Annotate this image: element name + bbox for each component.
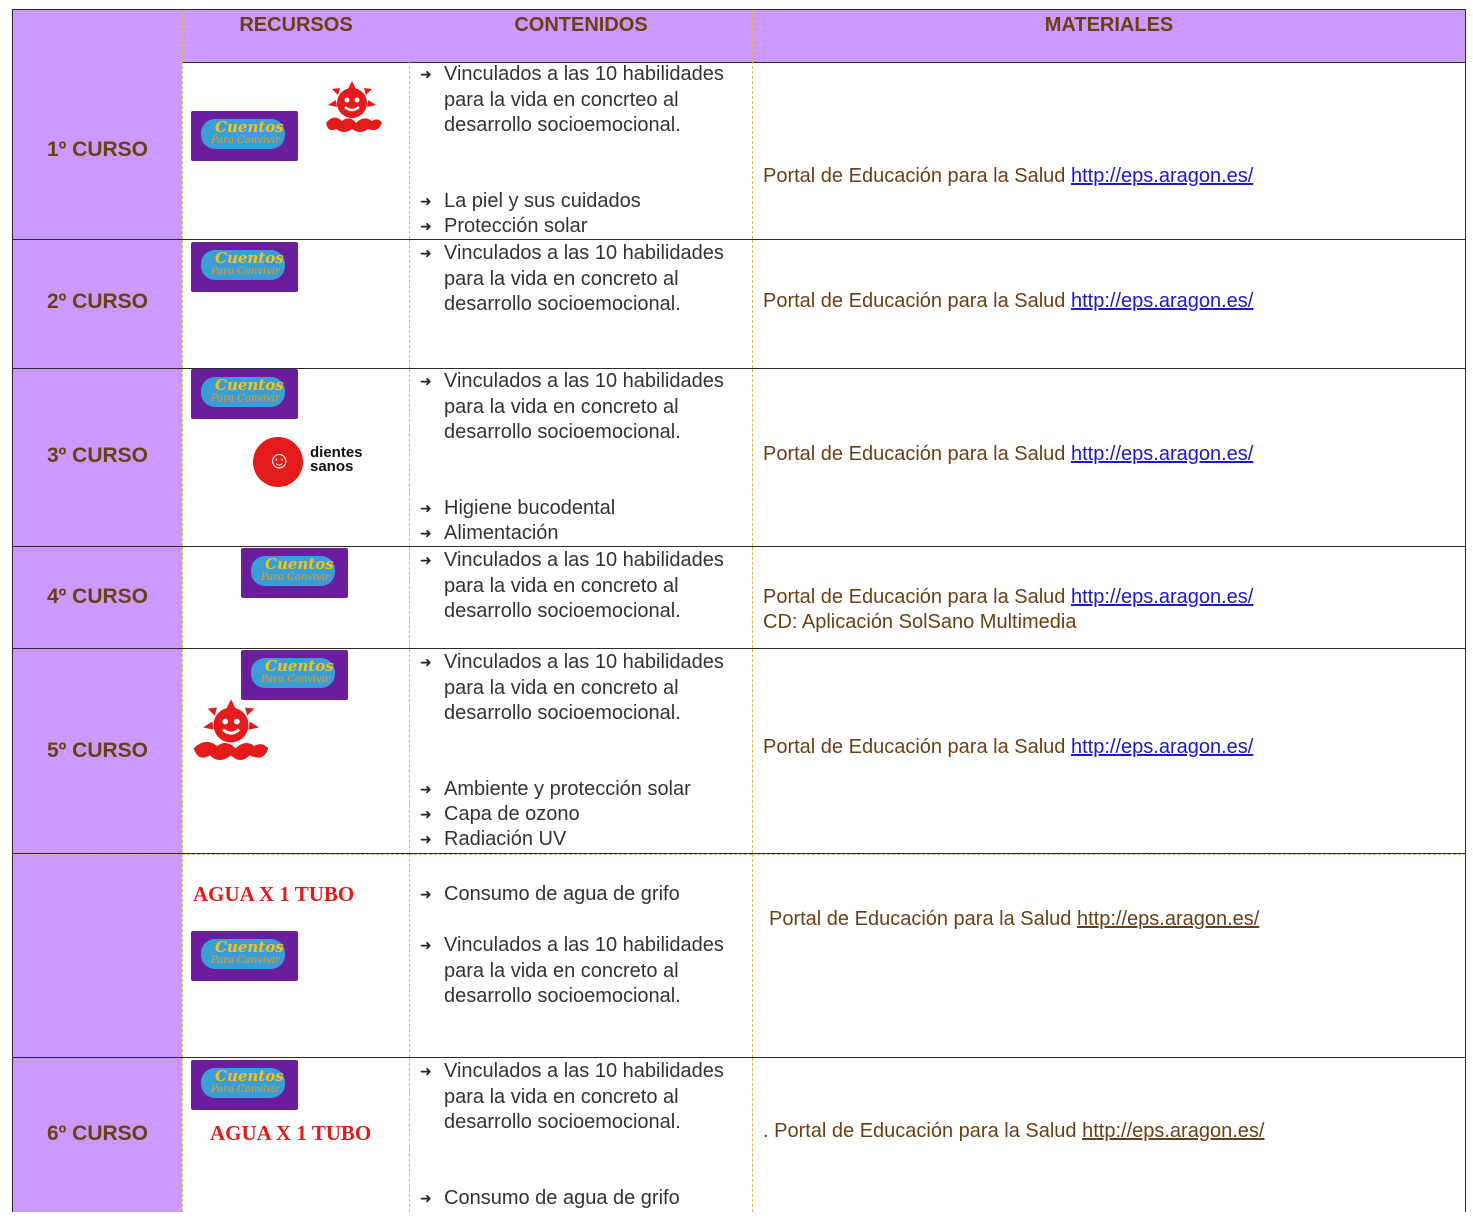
materiales-extra: CD: Aplicación SolSano Multimedia [763,611,1077,633]
table-row-5 [12,649,1466,854]
materiales-text: Portal de Educación para la Salud http://eps.aragon.es/ [763,736,1254,758]
header-recursos: RECURSOS [239,14,353,36]
list-item: ➜ Consumo de agua de grifo [420,1187,680,1209]
curso-label: 2º CURSO [46,290,149,313]
table-row-2 [12,240,1466,369]
header-contenidos: CONTENIDOS [514,14,648,36]
curso-label: 5º CURSO [46,739,149,762]
agua-x1-tubo-label: AGUA X 1 TUBO [210,1121,372,1145]
cuentos-para-convivir-logo: Cuentos Para Convivir [241,548,348,598]
eps-aragon-link[interactable]: http://eps.aragon.es/ [1082,1120,1265,1142]
cuentos-para-convivir-logo: Cuentos Para Convivir [191,1060,298,1110]
recursos-cell [182,240,409,368]
curso-label: 3º CURSO [46,444,149,467]
curriculum-table [12,9,1466,1212]
list-item: ➜ Consumo de agua de grifo [420,883,680,905]
eps-aragon-link[interactable]: http://eps.aragon.es/ [1070,736,1254,758]
materiales-text: . Portal de Educación para la Salud http://eps.aragon.es/ [763,1120,1265,1142]
list-item: ➜ Vinculados a las 10 habilidades para la vida en concreto al desarrollo socioemocional. [420,934,724,1007]
eps-aragon-link[interactable]: http://eps.aragon.es/ [1070,290,1254,312]
cuentos-para-convivir-logo: Cuentos Para Convivir [191,931,298,981]
header-cell-recursos [182,10,409,62]
header-materiales: MATERIALES [1044,14,1174,36]
header-cell-contenidos [409,10,752,62]
list-item: ➜ Protección solar [420,215,588,237]
list-item: ➜ Vinculados a las 10 habilidades para la vida en concreto al desarrollo socioemocional. [420,1060,724,1133]
list-item: ➜ Ambiente y protección solar [420,778,691,800]
table-row-4 [12,547,1466,649]
list-item: ➜ La piel y sus cuidados [420,190,641,212]
recursos-cell [182,61,409,239]
eps-aragon-link[interactable]: http://eps.aragon.es/ [1070,165,1254,187]
recursos-cell [182,547,409,648]
sun-mascot-icon [316,79,388,139]
agua-x1-tubo-label: AGUA X 1 TUBO [193,882,355,906]
curso-label: 4º CURSO [46,585,149,608]
eps-aragon-link[interactable]: http://eps.aragon.es/ [1070,586,1254,608]
recursos-cell [182,1058,409,1212]
cuentos-para-convivir-logo: Cuentos Para Convivir [191,111,298,161]
eps-aragon-link[interactable]: http://eps.aragon.es/ [1076,908,1260,930]
table-row-6 [12,854,1466,1058]
table-row-7 [12,1058,1466,1212]
table-row-3 [12,369,1466,547]
header-cell-materiales [752,10,1466,62]
table-row-1 [12,61,1466,240]
recursos-cell [182,854,409,1057]
recursos-cell: Cuentos Para Convivir ☺ dientes sanos [182,369,409,546]
recursos-cell [182,649,409,853]
sun-mascot-icon [189,697,273,767]
list-item: ➜ Vinculados a las 10 habilidades para la vida en concreto al desarrollo socioemocional. [420,549,724,622]
cuentos-para-convivir-logo: Cuentos Para Convivir [191,369,298,419]
list-item: ➜ Capa de ozono [420,803,580,825]
list-item: ➜ Vinculados a las 10 habilidades para la vida en concreto al desarrollo socioemocional. [420,242,724,315]
list-item: ➜ Radiación UV [420,828,567,850]
header-cell-curso [12,10,182,62]
table-header [12,9,1466,63]
materiales-text: Portal de Educación para la Salud http://eps.aragon.es/ CD: Aplicación SolSano Multimedia [763,586,1254,633]
cuentos-para-convivir-logo: Cuentos Para Convivir [191,242,298,292]
curso-label: 6º CURSO [46,1122,149,1145]
list-item: ➜ Vinculados a las 10 habilidades para la vida en concrteo al desarrollo socioemocional. [420,63,724,136]
cuentos-para-convivir-logo: Cuentos Para Convivir [241,650,348,700]
materiales-text: Portal de Educación para la Salud http://eps.aragon.es/ [763,290,1254,312]
curso-label: 1º CURSO [46,138,149,161]
materiales-text: Portal de Educación para la Salud http://eps.aragon.es/ [769,908,1260,930]
materiales-text: Portal de Educación para la Salud http://eps.aragon.es/ [763,165,1254,187]
list-item: ➜ Alimentación [420,522,559,544]
materiales-text: Portal de Educación para la Salud http://eps.aragon.es/ [763,443,1254,465]
list-item: ➜ Vinculados a las 10 habilidades para la vida en concreto al desarrollo socioemocional. [420,370,724,443]
list-item: ➜ Higiene bucodental [420,497,616,519]
list-item: ➜ Vinculados a las 10 habilidades para la vida en concreto al desarrollo socioemocional. [420,651,724,724]
eps-aragon-link[interactable]: http://eps.aragon.es/ [1070,443,1254,465]
